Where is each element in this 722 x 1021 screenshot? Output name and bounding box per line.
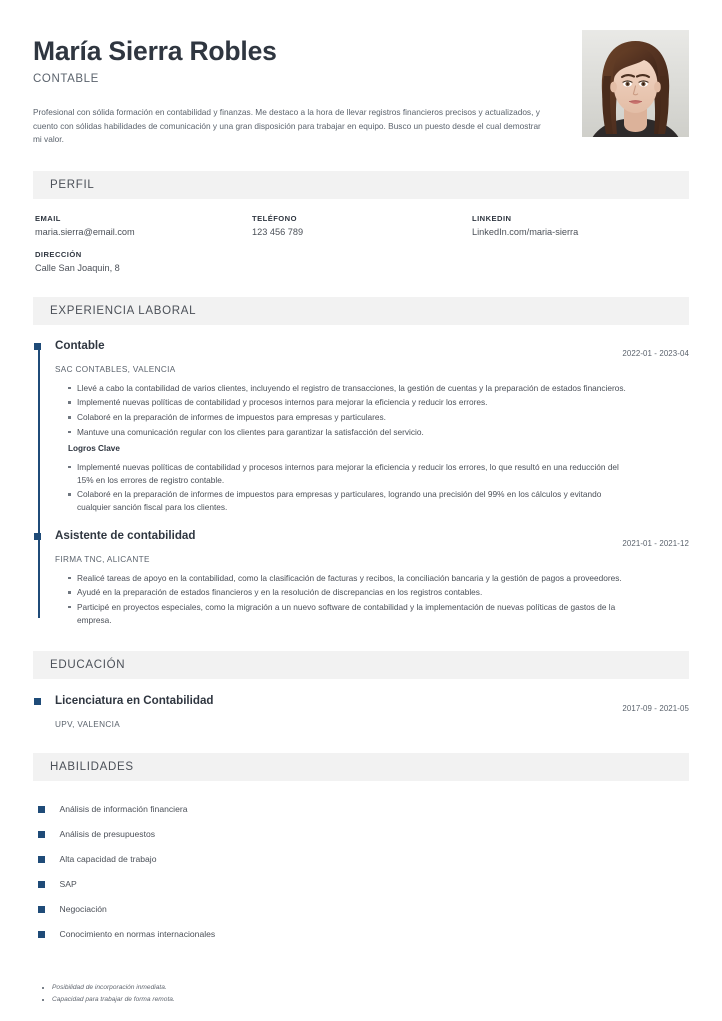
list-item: Participé en proyectos especiales, como la migración a un nuevo software de contabilidad y la implementación de nuevas políticas de gastos de la empresa. xyxy=(68,601,628,627)
list-item: Colaboré en la preparación de informes de impuestos para empresas y particulares, logrando una precisión del 99% en los cálculos y evitando cualquier sanción fiscal para los clientes. xyxy=(68,488,628,514)
footer-notes-list xyxy=(33,982,689,1006)
experience-timeline xyxy=(33,339,689,627)
contact-value[interactable]: maria.sierra@email.com xyxy=(35,226,135,237)
skill-bullet-square-icon xyxy=(38,881,45,888)
education-entry xyxy=(55,694,689,729)
experience-entry xyxy=(55,529,689,627)
avatar xyxy=(582,30,689,137)
list-item: Colaboré en la preparación de informes de impuestos para empresas y particulares. xyxy=(68,411,628,424)
section-header-profile xyxy=(33,171,689,199)
section-title-skills: HABILIDADES xyxy=(50,760,134,773)
experience-job-title: Asistente de contabilidad xyxy=(55,528,196,542)
education-degree: Licenciatura en Contabilidad xyxy=(55,693,214,707)
contact-value[interactable]: LinkedIn.com/maria-sierra xyxy=(472,226,579,237)
header-text-block xyxy=(33,30,553,147)
education-marker-square-icon xyxy=(34,698,41,705)
experience-dates: 2022-01 - 2023-04 xyxy=(622,348,689,358)
contact-label: TELÉFONO xyxy=(252,213,297,223)
section-title-education: EDUCACIÓN xyxy=(50,658,126,671)
contact-value: Calle San Joaquin, 8 xyxy=(35,262,120,273)
experience-organization: SAC CONTABLES, VALENCIA xyxy=(55,364,176,374)
skill-label: Análisis de presupuestos xyxy=(59,829,156,840)
timeline-marker-square-icon xyxy=(34,343,41,350)
skills-list xyxy=(33,797,689,947)
experience-bullet-list xyxy=(55,382,689,439)
list-item: Realicé tareas de apoyo en la contabilidad, como la clasificación de facturas y recibos, la conciliación bancaria y la gestión de pagos a proveedores. xyxy=(68,572,628,585)
list-item: Implementé nuevas políticas de contabilidad y procesos internos para mejorar la eficiencia y reducir los errores. xyxy=(68,396,628,409)
skill-label: Análisis de información financiera xyxy=(59,804,188,815)
section-title-profile: PERFIL xyxy=(50,178,95,191)
timeline-line xyxy=(38,347,40,618)
experience-bullet-list xyxy=(55,572,689,627)
section-header-skills xyxy=(33,753,689,781)
experience-dates: 2021-01 - 2021-12 xyxy=(622,538,689,548)
candidate-job-title: CONTABLE xyxy=(33,73,99,86)
list-item: Capacidad para trabajar de forma remota. xyxy=(40,994,689,1006)
list-item xyxy=(38,872,689,897)
skill-label: Negociación xyxy=(59,904,107,915)
list-item: Llevé a cabo la contabilidad de varios clientes, incluyendo el registro de transacciones, la gestión de cuentas y la preparación de estados financieros. xyxy=(68,382,628,395)
contact-label: EMAIL xyxy=(35,213,61,223)
experience-organization: FIRMA TNC, ALICANTE xyxy=(55,554,150,564)
experience-entry xyxy=(55,339,689,515)
skill-bullet-square-icon xyxy=(38,906,45,913)
contact-item-address xyxy=(35,250,252,273)
resume-header xyxy=(33,0,689,147)
experience-achievement-list xyxy=(55,461,689,515)
section-header-education xyxy=(33,651,689,679)
experience-entry-head xyxy=(55,339,689,358)
list-item: Implementé nuevas políticas de contabilidad y procesos internos para mejorar la eficiencia y reducir los errores, lo que resultó en una reducción del 15% en los errores de registro contable. xyxy=(68,461,628,487)
section-header-experience xyxy=(33,297,689,325)
experience-entry-head xyxy=(55,529,689,548)
education-dates: 2017-09 - 2021-05 xyxy=(622,703,689,713)
list-item: Mantuve una comunicación regular con los clientes para garantizar la satisfacción del servicio. xyxy=(68,426,628,439)
timeline-marker-square-icon xyxy=(34,533,41,540)
contact-item-linkedin xyxy=(472,214,689,237)
contact-grid xyxy=(33,214,689,273)
experience-job-title: Contable xyxy=(55,338,105,352)
contact-label: DIRECCIÓN xyxy=(35,249,82,259)
education-institution: UPV, VALENCIA xyxy=(55,719,121,729)
skill-label: Alta capacidad de trabajo xyxy=(59,854,157,865)
contact-value[interactable]: 123 456 789 xyxy=(252,226,304,237)
list-item xyxy=(38,822,689,847)
list-item: Posibilidad de incorporación inmediata. xyxy=(40,982,689,994)
skill-bullet-square-icon xyxy=(38,931,45,938)
contact-item-phone xyxy=(252,214,472,237)
education-list xyxy=(33,694,689,729)
contact-item-email xyxy=(35,214,252,237)
section-title-experience: EXPERIENCIA LABORAL xyxy=(50,304,197,317)
skill-bullet-square-icon xyxy=(38,831,45,838)
portrait-photo-icon xyxy=(582,30,689,137)
list-item xyxy=(38,797,689,822)
candidate-summary: Profesional con sólida formación en contabilidad y finanzas. Me destaco a la hora de llevar registros financieros precisos y actualizados, y cuento con sólidas habilidades de comunicación y una gran disposición para trabajar en equipo. Busco un puesto desde el cual demostrar mi valor. xyxy=(33,107,541,145)
skill-label: Conocimiento en normas internacionales xyxy=(59,929,216,940)
candidate-name: María Sierra Robles xyxy=(33,36,277,66)
list-item xyxy=(38,922,689,947)
experience-subheading: Logros Clave xyxy=(68,443,120,453)
contact-label: LINKEDIN xyxy=(472,213,512,223)
list-item: Ayudé en la preparación de estados financieros y en la resolución de discrepancias en los registros contables. xyxy=(68,586,628,599)
list-item xyxy=(38,847,689,872)
education-entry-head xyxy=(55,694,689,713)
skill-bullet-square-icon xyxy=(38,806,45,813)
skill-bullet-square-icon xyxy=(38,856,45,863)
skill-label: SAP xyxy=(59,879,77,890)
list-item xyxy=(38,897,689,922)
